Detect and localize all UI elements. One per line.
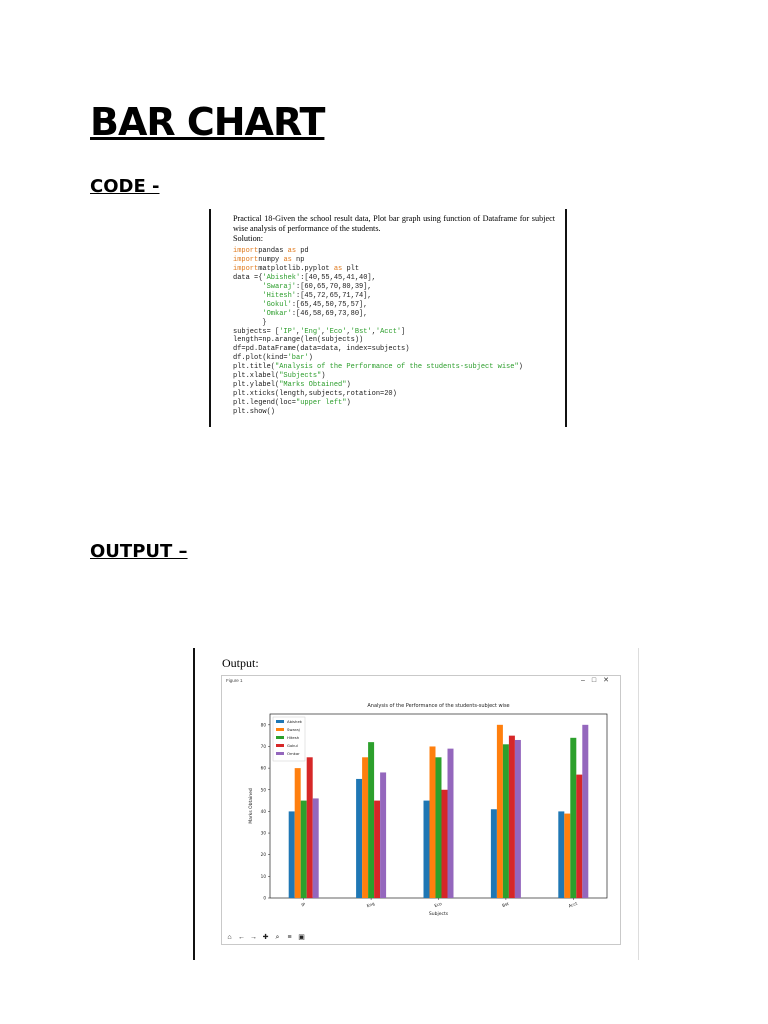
code-line (233, 336, 555, 345)
code-token: "upper left" (296, 398, 347, 407)
code-token (233, 301, 262, 309)
code-line (233, 390, 555, 399)
solution-label: Solution: (233, 233, 264, 243)
y-tick-label: 20 (260, 852, 266, 858)
output-heading: OUTPUT – (90, 541, 188, 562)
code-token: data ={ (233, 274, 263, 283)
practical-intro: Practical 18-Given the school result data, Plot bar graph using function of Dataframe for subject wise analysis of performance of the students. (233, 214, 555, 233)
x-tick-label: IP (300, 901, 306, 908)
code-token: subjects= [ (233, 327, 280, 336)
code-token: plt.show() (233, 407, 276, 416)
code-token: "Subjects" (279, 372, 322, 381)
code-token: ) (346, 398, 351, 407)
code-heading: CODE - (90, 176, 160, 197)
maximize-icon[interactable]: □ (591, 677, 604, 684)
code-token: } (233, 318, 267, 327)
code-line (233, 256, 555, 265)
code-line (233, 381, 555, 390)
code-token: 'Bst' (350, 327, 372, 336)
code-line (233, 247, 555, 256)
code-token: plt (342, 265, 360, 274)
bar-omkar-acct (582, 725, 588, 898)
y-tick-label: 70 (260, 743, 266, 749)
save-icon[interactable]: ▣ (298, 934, 305, 941)
code-token: :[65,45,50,75,57], (291, 300, 368, 309)
legend-label: Omkar (287, 751, 300, 756)
window-title: Figure 1 (226, 678, 243, 683)
code-line (233, 292, 555, 301)
x-axis-label: Subjects (428, 912, 449, 917)
code-token: plt.title( (233, 363, 276, 372)
code-line (233, 328, 555, 337)
code-token: , (321, 327, 326, 336)
code-token: 'Eng' (300, 327, 322, 336)
code-token: ) (346, 380, 351, 389)
code-token: , (346, 327, 351, 336)
pan-icon[interactable]: ✚ (262, 934, 269, 941)
bar-omkar-eng (380, 772, 386, 898)
code-token: , (296, 327, 301, 336)
minimize-icon[interactable]: – (580, 677, 592, 684)
code-token: numpy (258, 256, 284, 265)
code-line (233, 301, 555, 310)
bar-swaraj-eco (430, 746, 436, 898)
code-token: matplotlib.pyplot (258, 265, 334, 274)
code-line (233, 363, 555, 372)
code-token: 'Abishek' (262, 274, 301, 283)
code-token: plt.xlabel( (233, 372, 280, 381)
code-token: import (233, 247, 259, 256)
bar-hitesh-ip (301, 801, 307, 898)
bar-abishek-eco (424, 801, 430, 898)
bar-hitesh-acct (570, 738, 576, 898)
code-token: :[40,55,45,41,40], (300, 274, 376, 283)
y-tick-label: 10 (260, 873, 266, 879)
code-token: ) (308, 354, 313, 363)
legend-label: Swaraj (287, 727, 300, 732)
figure-toolbar (224, 932, 307, 943)
bar-abishek-bst (491, 809, 497, 898)
code-line (233, 399, 555, 408)
window-controls (581, 676, 616, 684)
code-token: as (287, 247, 297, 256)
bar-chart (222, 684, 620, 934)
code-token: plt.xticks(length,subjects,rotation=20) (233, 389, 397, 398)
legend-swatch-abishek (276, 720, 284, 723)
code-line (233, 310, 555, 319)
code-token: :[60,65,70,80,39], (296, 283, 372, 292)
code-token: as (333, 265, 343, 274)
code-line (233, 283, 555, 292)
code-token: ) (321, 372, 326, 381)
code-token: plt.legend(loc= (233, 398, 297, 407)
code-token (233, 283, 262, 291)
code-token: 'Swaraj' (262, 283, 297, 292)
y-tick-label: 60 (260, 765, 266, 771)
bar-swaraj-ip (295, 768, 301, 898)
code-token: "Marks Obtained" (279, 380, 347, 389)
bar-omkar-ip (313, 798, 319, 898)
legend-swatch-swaraj (276, 728, 284, 731)
code-token: pandas (258, 247, 288, 256)
y-tick-label: 0 (263, 895, 266, 901)
code-token: plt.ylabel( (233, 380, 280, 389)
code-line (233, 354, 555, 363)
bar-swaraj-bst (497, 725, 503, 898)
code-line (233, 345, 555, 354)
code-token: 'Gokul' (262, 300, 292, 309)
legend-label: Hitesh (287, 735, 300, 740)
code-token: import (233, 265, 259, 274)
code-line (233, 408, 555, 417)
bar-omkar-bst (515, 740, 521, 898)
legend-swatch-omkar (276, 752, 284, 755)
code-token: :[45,72,65,71,74], (296, 291, 372, 300)
y-axis-label: Marks Obtained (249, 788, 254, 824)
chart-title: Analysis of the Performance of the students-subject wise (367, 703, 510, 709)
bar-gokul-eng (374, 801, 380, 898)
code-token: np (291, 256, 305, 265)
code-token: df=pd.DataFrame(data=data, index=subjects) (233, 345, 410, 354)
bar-hitesh-bst (503, 744, 509, 898)
forward-icon[interactable]: → (250, 934, 257, 941)
bar-abishek-ip (289, 811, 295, 898)
close-icon[interactable]: ✕ (603, 677, 616, 684)
code-token: 'Hitesh' (262, 291, 297, 300)
code-token: , (371, 327, 376, 336)
bar-hitesh-eng (368, 742, 374, 898)
code-screenshot (209, 209, 567, 427)
bar-swaraj-acct (564, 814, 570, 898)
back-icon[interactable]: ← (238, 934, 245, 941)
subplots-icon[interactable]: ≡ (287, 934, 292, 941)
code-token (233, 292, 262, 300)
output-screenshot (193, 648, 639, 960)
y-tick-label: 50 (260, 787, 266, 793)
legend-label: Gokul (287, 743, 298, 748)
bar-hitesh-eco (436, 757, 442, 898)
page-title: BAR CHART (90, 100, 325, 144)
code-token: pd (296, 247, 309, 256)
code-line (233, 265, 555, 274)
code-token: 'Acct' (375, 327, 402, 336)
code-token: df.plot(kind= (233, 354, 288, 363)
bar-gokul-ip (307, 757, 313, 898)
code-token: 'IP' (279, 327, 297, 336)
bar-abishek-acct (558, 811, 564, 898)
x-tick-label: Eco (433, 900, 443, 909)
code-line (233, 319, 555, 328)
code-token (233, 310, 262, 318)
code-token: as (283, 256, 292, 265)
bar-gokul-bst (509, 736, 515, 898)
code-token: :[46,58,69,73,80], (291, 309, 368, 318)
legend-swatch-gokul (276, 744, 284, 747)
code-token: 'Eco' (325, 327, 347, 336)
code-token: 'Omkar' (262, 309, 292, 318)
code-line (233, 274, 555, 283)
bar-omkar-eco (448, 749, 454, 898)
code-token: length=np.arange(len(subjects)) (233, 336, 364, 345)
code-token: import (233, 256, 259, 265)
bar-gokul-acct (576, 775, 582, 898)
code-block (233, 247, 555, 416)
x-tick-label: Acct (567, 900, 578, 909)
y-tick-label: 30 (260, 830, 266, 836)
output-label: Output: (222, 656, 259, 670)
code-token: "Analysis of the Performance of the students-subject wise" (275, 363, 519, 372)
home-icon[interactable]: ⌂ (227, 934, 232, 941)
code-token: ) (518, 363, 523, 372)
x-tick-label: Bst (501, 901, 510, 909)
code-line (233, 372, 555, 381)
zoom-icon[interactable]: ⌕ (275, 934, 280, 941)
y-tick-label: 40 (260, 808, 266, 814)
x-tick-label: Eng (365, 900, 376, 909)
code-token: ] (401, 327, 406, 336)
legend-swatch-hitesh (276, 736, 284, 739)
y-tick-label: 80 (260, 722, 266, 728)
bar-abishek-eng (356, 779, 362, 898)
figure-window (221, 675, 621, 945)
legend-label: Abishek (287, 719, 302, 724)
bar-swaraj-eng (362, 757, 368, 898)
code-token: 'bar' (287, 354, 309, 363)
bar-gokul-eco (442, 790, 448, 898)
